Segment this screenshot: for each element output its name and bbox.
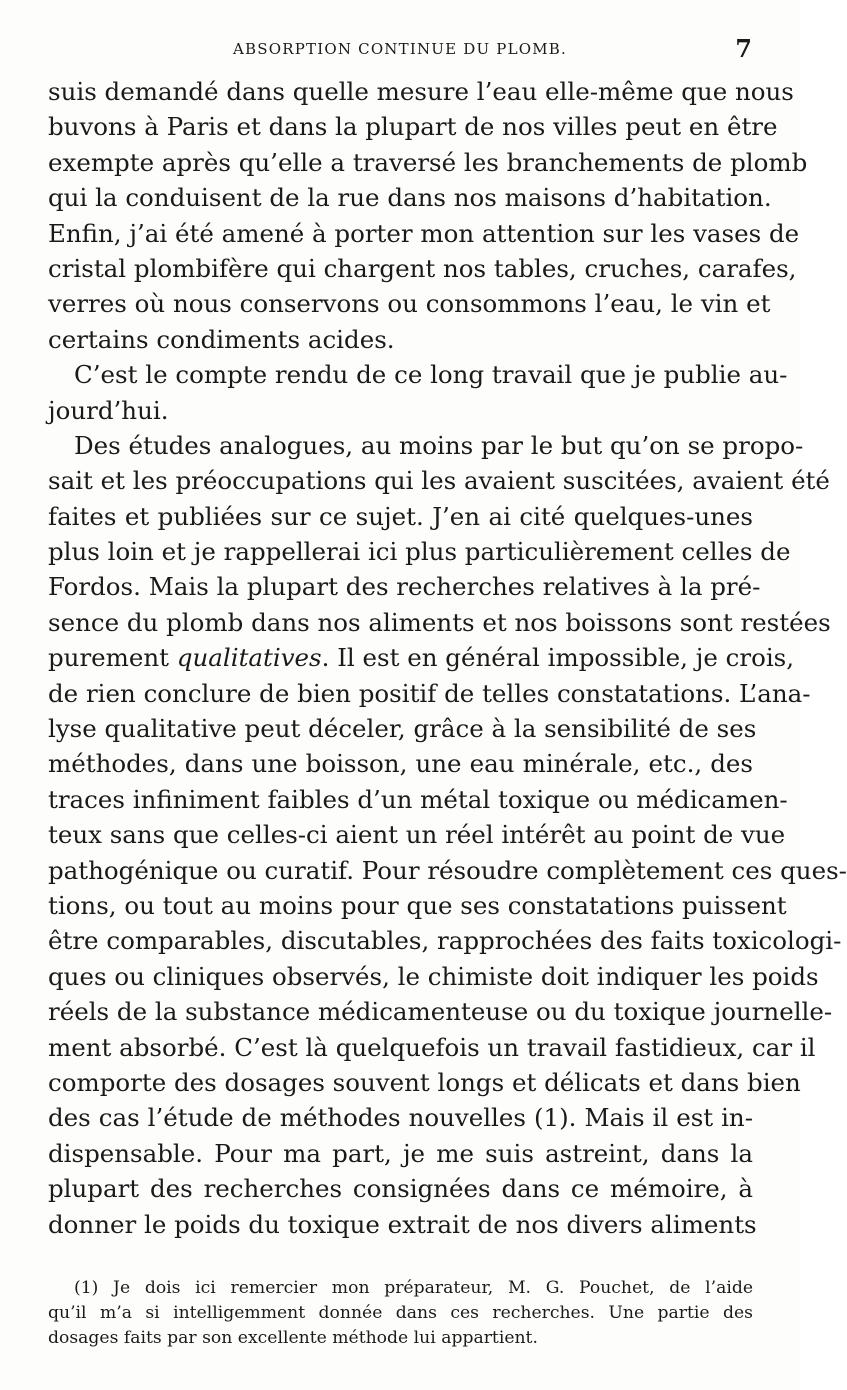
text-line: jourd’hui. (48, 395, 169, 425)
text-line: ques ou cliniques observés, le chimiste doit indiquer les poids (48, 961, 819, 991)
text-line: exempte après qu’elle a traversé les branchements de plomb (48, 147, 808, 177)
text-line: des cas l’étude de méthodes nouvelles (1). Mais il est in- (48, 1103, 753, 1133)
text-line: sait et les préoccupations qui les avaient suscitées, avaient été (48, 466, 830, 496)
text-line: comporte des dosages souvent longs et délicats et dans bien (48, 1067, 801, 1097)
text-line: méthodes, dans une boisson, une eau minérale, etc., des (48, 749, 753, 779)
text-line: sence du plomb dans nos aliments et nos boissons sont restées (48, 607, 831, 637)
page-number: 7 (735, 34, 752, 63)
text-line-with-italic (48, 640, 795, 675)
footnote-line: dosages faits par son excellente méthode lui appartient. (48, 1328, 538, 1348)
text-line: suis demandé dans quelle mesure l’eau elle-même que nous (48, 77, 794, 106)
footnote-line: (1) Je dois ici remercier mon préparateur, M. G. Pouchet, de l’aide (74, 1278, 753, 1298)
text-line: ment absorbé. C’est là quelquefois un travail fastidieux, car il (48, 1032, 816, 1062)
text-line: donner le poids du toxique extrait de nos divers aliments (48, 1209, 757, 1239)
text-line: plupart des recherches consignées dans ce mémoire, à (48, 1174, 753, 1204)
text-line: tions, ou tout au moins pour que ses constatations puissent (48, 890, 787, 920)
text-line: lyse qualitative peut déceler, grâce à la sensibilité de ses (48, 714, 757, 744)
text-line: de rien conclure de bien positif de telles constatations. L’ana- (48, 678, 811, 708)
paragraph-first-line: C’est le compte rendu de ce long travail que je publie au- (74, 360, 788, 390)
paragraph-first-line: Des études analogues, au moins par le but qu’on se propo- (74, 430, 804, 460)
text-segment: purement (48, 643, 177, 673)
text-line: Fordos. Mais la plupart des recherches relatives à la pré- (48, 572, 761, 602)
text-line: plus loin et je rappellerai ici plus particulièrement celles de (48, 537, 791, 567)
text-line: verres où nous conservons ou consommons l’eau, le vin et (48, 289, 771, 319)
text-line: faites et publiées sur ce sujet. J’en ai cité quelques-unes (48, 501, 753, 531)
text-line: dispensable. Pour ma part, je me suis astreint, dans la (48, 1138, 753, 1168)
text-line: buvons à Paris et dans la plupart de nos villes peut en être (48, 112, 778, 142)
text-line: teux sans que celles-ci aient un réel intérêt au point de vue (48, 820, 786, 850)
text-line: pathogénique ou curatif. Pour résoudre complètement ces ques- (48, 855, 847, 885)
text-line: cristal plombifère qui chargent nos tables, cruches, carafes, (48, 253, 797, 283)
body-text (48, 74, 847, 1242)
running-title: ABSORPTION CONTINUE DU PLOMB. (233, 40, 567, 58)
footnote-line: qu’il m’a si intelligemment donnée dans ces recherches. Une partie des (48, 1303, 753, 1323)
text-line: Enfin, j’ai été amené à porter mon attention sur les vases de (48, 218, 800, 248)
text-line: traces infiniment faibles d’un métal toxique ou médicamen- (48, 784, 788, 814)
text-line: qui la conduisent de la rue dans nos maisons d’habitation. (48, 183, 772, 213)
text-line: être comparables, discutables, rapprochées des faits toxicologi- (48, 926, 842, 956)
footnote (48, 1276, 753, 1351)
text-segment: . Il est en général impossible, je crois, (321, 643, 795, 673)
italic-word: qualitatives (176, 643, 322, 673)
text-line: certains condiments acides. (48, 324, 395, 354)
text-line: réels de la substance médicamenteuse ou du toxique journelle- (48, 997, 833, 1027)
running-head (48, 36, 752, 64)
